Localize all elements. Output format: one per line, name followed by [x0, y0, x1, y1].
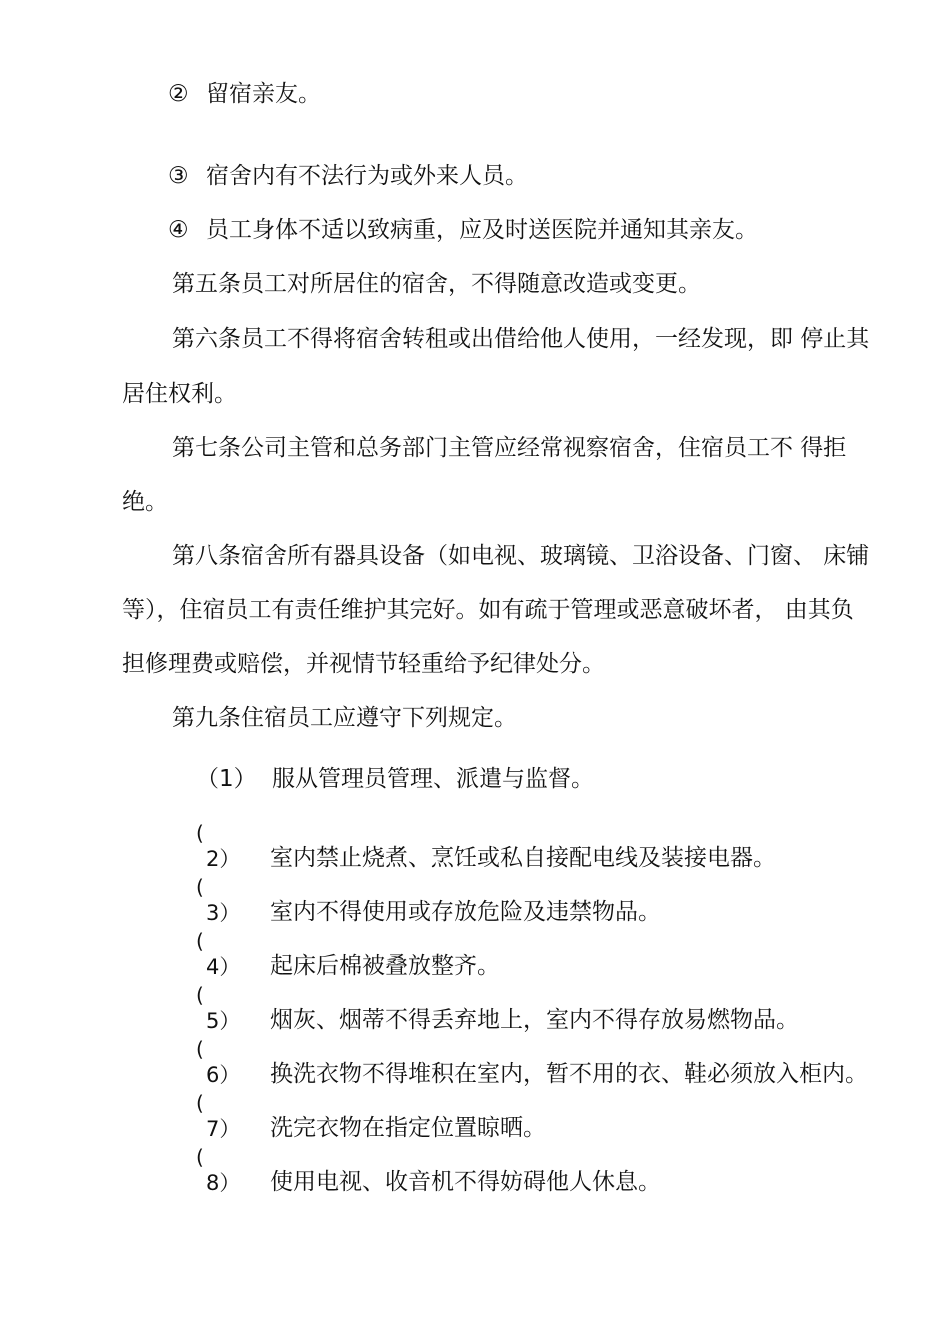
article-5: 第五条员工对所居住的宿舍，不得随意改造或变更。 — [172, 271, 701, 297]
article-6-line-2: 居住权利。 — [122, 381, 237, 407]
article-8-line-3: 担修理费或赔偿，并视情节轻重给予纪律处分。 — [122, 651, 605, 677]
rule-open-paren: ( — [196, 821, 204, 845]
article-7-line-2: 绝。 — [122, 489, 168, 515]
rule-number: 8） — [206, 1171, 241, 1195]
article-6-line-1: 第六条员工不得将宿舍转租或出借给他人使用，一经发现，即 停止其 — [172, 326, 870, 352]
circled-item-4 — [168, 216, 758, 244]
rule-text: 起床后棉被叠放整齐。 — [270, 953, 500, 979]
rule-number: 5） — [206, 1009, 241, 1033]
rule-marker: （1） — [196, 766, 257, 792]
item-marker: ④ — [168, 217, 189, 243]
circled-item-3 — [168, 162, 528, 190]
rule-text: 使用电视、收音机不得妨碍他人休息。 — [270, 1169, 661, 1195]
rule-text: 服从管理员管理、派遣与监督。 — [271, 766, 594, 792]
rule-text: 换洗衣物不得堆积在室内，暂不用的衣、鞋必须放入柜内。 — [270, 1061, 868, 1087]
rule-open-paren: ( — [196, 875, 204, 899]
article-7-line-1: 第七条公司主管和总务部门主管应经常视察宿舍，住宿员工不 得拒 — [172, 435, 847, 461]
rule-text: 室内不得使用或存放危险及违禁物品。 — [270, 899, 661, 925]
item-text: 留宿亲友。 — [205, 81, 321, 107]
rule-open-paren: ( — [196, 929, 204, 953]
article-8-line-1: 第八条宿舍所有器具设备（如电视、玻璃镜、卫浴设备、门窗、 床铺 — [172, 543, 870, 569]
rule-open-paren: ( — [196, 1091, 204, 1115]
rule-text: 室内禁止烧煮、烹饪或私自接配电线及装接电器。 — [270, 845, 776, 871]
item-marker: ③ — [168, 163, 189, 189]
rule-text: 洗完衣物在指定位置晾晒。 — [270, 1115, 546, 1141]
item-text: 员工身体不适以致病重，应及时送医院并通知其亲友。 — [205, 217, 758, 243]
item-text: 宿舍内有不法行为或外来人员。 — [205, 163, 528, 189]
rule-number: 6） — [206, 1063, 241, 1087]
rule-number: 4） — [206, 955, 241, 979]
rule-open-paren: ( — [196, 1145, 204, 1169]
rule-open-paren: ( — [196, 983, 204, 1007]
rule-number: 7） — [206, 1117, 241, 1141]
rule-number: 3） — [206, 901, 241, 925]
article-8-line-2: 等），住宿员工有责任维护其完好。如有疏于管理或恶意破坏者， 由其负 — [122, 597, 854, 623]
rule-open-paren: ( — [196, 1037, 204, 1061]
rule-number: 2） — [206, 847, 241, 871]
circled-item-2 — [168, 80, 321, 108]
rule-1 — [196, 765, 594, 793]
item-marker: ② — [168, 81, 189, 107]
rule-text: 烟灰、烟蒂不得丢弃地上，室内不得存放易燃物品。 — [270, 1007, 799, 1033]
article-9: 第九条住宿员工应遵守下列规定。 — [172, 705, 517, 731]
